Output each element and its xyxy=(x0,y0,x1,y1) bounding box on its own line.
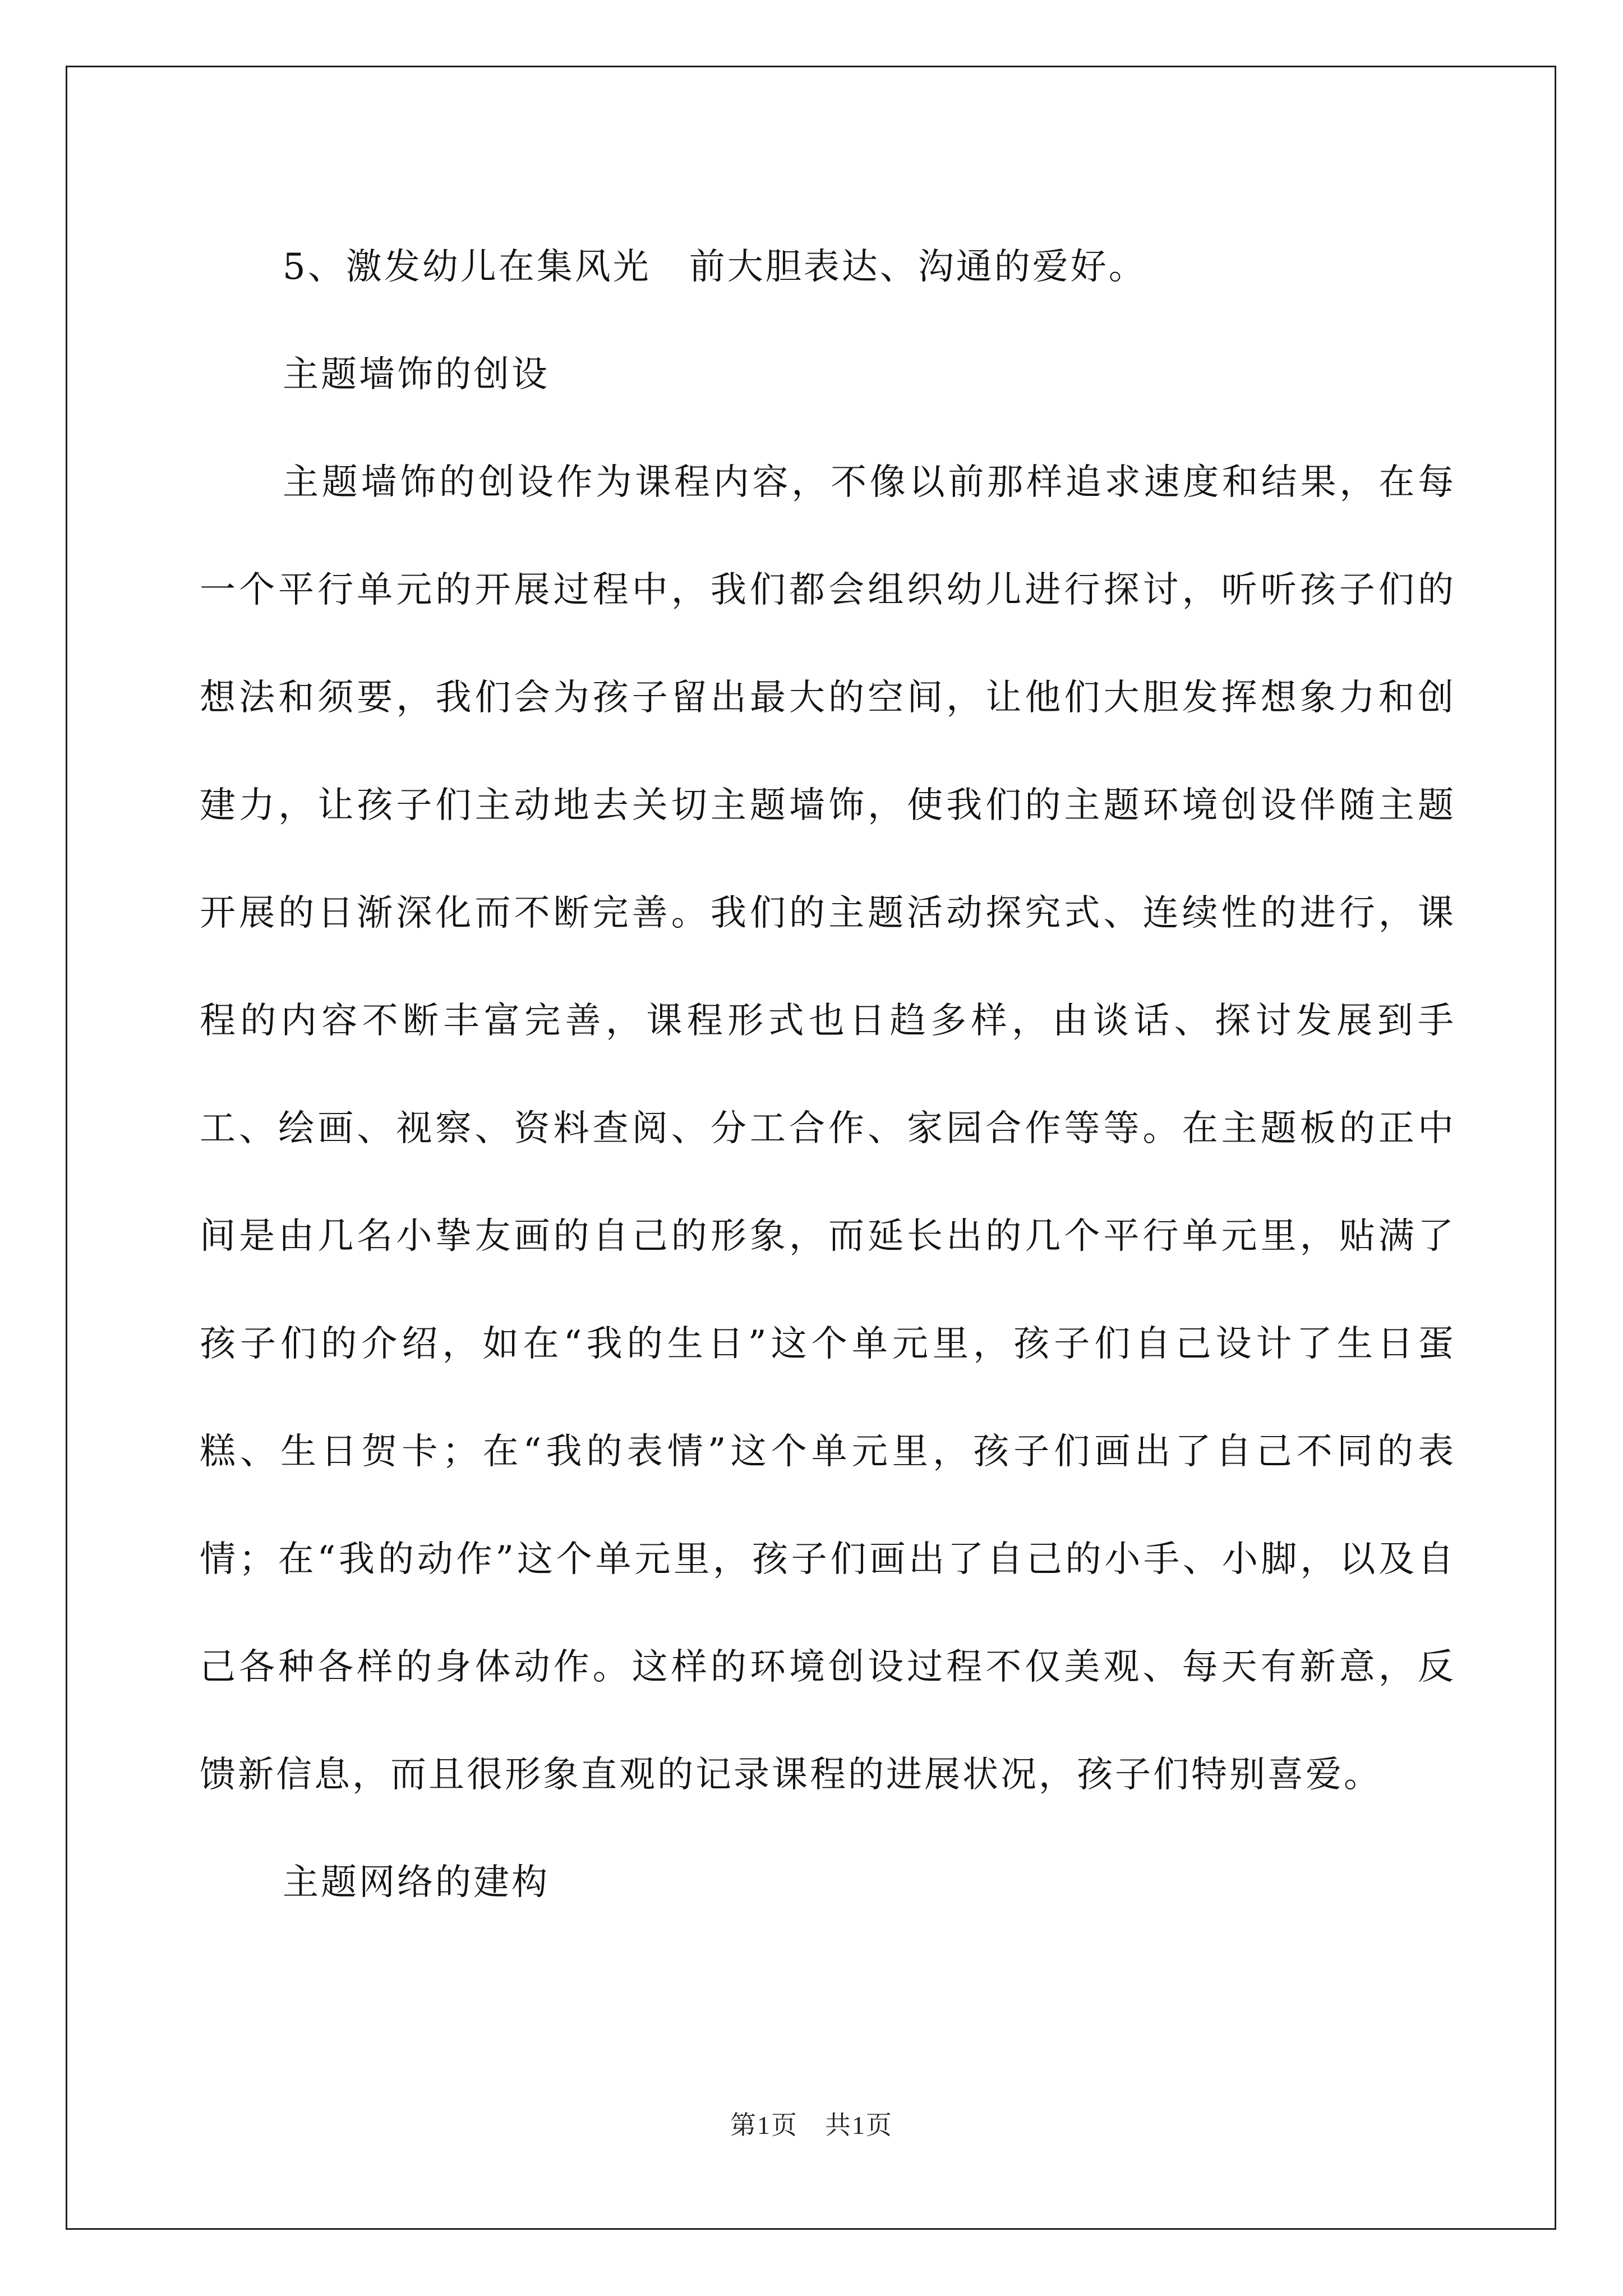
page-number-label: 第1页 共1页 xyxy=(730,2111,893,2139)
paragraph-wall-decoration: 主题墙饰的创设作为课程内容，不像以前那样追求速度和结果，在每一个平行单元的开展过程中，我们都会组织幼儿进行探讨，听听孩子们的想法和须要，我们会为孩子留出最大的空间，让他们大胆发挥想象力和创建力，让孩子们主动地去关切主题墙饰，使我们的主题环境创设伴随主题开展的日渐深化而不断完善。我们的主题活动探究式、连续性的进行，课程的内容不断丰富完善，课程形式也日趋多样，由谈话、探讨发展到手工、绘画、视察、资料查阅、分工合作、家园合作等等。在主题板的正中间是由几名小挚友画的自己的形象，而延长出的几个平行单元里，贴满了孩子们的介绍，如在“我的生日”这个单元里，孩子们自己设计了生日蛋糕、生日贺卡；在“我的表情”这个单元里，孩子们画出了自己不同的表情；在“我的动作”这个单元里，孩子们画出了自己的小手、小脚，以及自己各种各样的身体动作。这样的环境创设过程不仅美观、每天有新意，反馈新信息，而且很形象直观的记录课程的进展状况，孩子们特别喜爱。 xyxy=(200,462,1456,1796)
page-footer xyxy=(0,2105,1623,2142)
section-heading-wall-decoration: 主题墙饰的创设 xyxy=(283,354,550,395)
section-heading-theme-network: 主题网络的建构 xyxy=(283,1862,550,1903)
paragraph-goal-5: 5、激发幼儿在集风光 前大胆表达、沟通的爱好。 xyxy=(283,246,1147,288)
document-body xyxy=(200,213,1456,1936)
